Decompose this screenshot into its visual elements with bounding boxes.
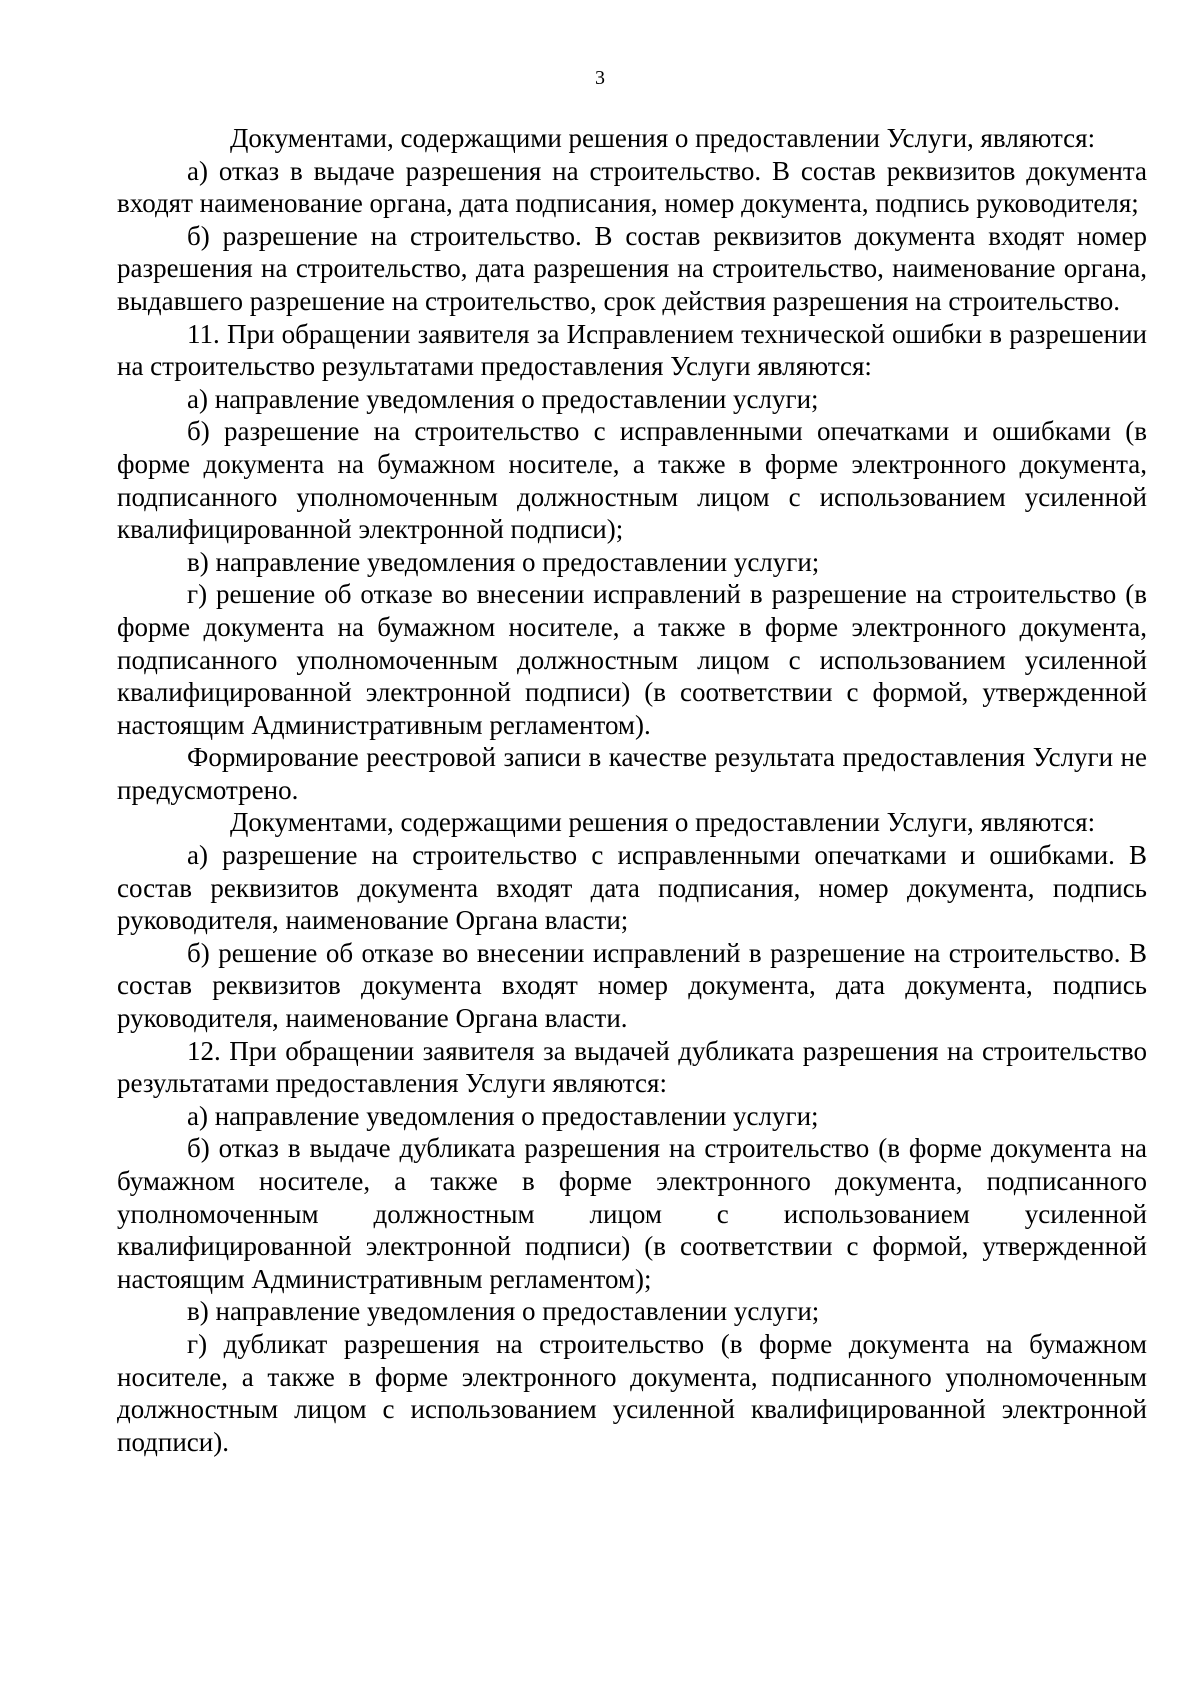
document-body	[117, 122, 1147, 1458]
paragraph: 12. При обращении заявителя за выдачей дубликата разрешения на строительство результатами предоставления Услуги являются:	[117, 1035, 1147, 1099]
paragraph: г) решение об отказе во внесении исправлений в разрешение на строительство (в форме документа на бумажном носителе, а также в форме электронного документа, подписанного уполномоченным должностным лицом с использованием усиленной квалифицированной электронной подписи) (в соответствии с формой, утвержденной настоящим Административным регламентом).	[117, 579, 1147, 740]
paragraph: в) направление уведомления о предоставлении услуги;	[187, 546, 820, 577]
paragraph: а) направление уведомления о предоставлении услуги;	[187, 383, 819, 414]
paragraph: а) направление уведомления о предоставлении услуги;	[187, 1100, 819, 1131]
paragraph: а) разрешение на строительство с исправленными опечатками и ошибками. В состав реквизитов документа входят дата подписания, номер документа, подпись руководителя, наименование Органа власти;	[117, 840, 1147, 936]
paragraph: Документами, содержащими решения о предоставлении Услуги, являются:	[230, 123, 1096, 153]
paragraph: а) отказ в выдаче разрешения на строительство. В состав реквизитов документа входят наименование органа, дата подписания, номер документа, подпись руководителя;	[117, 155, 1147, 219]
page-number: 3	[595, 67, 605, 89]
paragraph: Формирование реестровой записи в качестве результата предоставления Услуги не предусмотрено.	[117, 742, 1147, 805]
paragraph: б) отказ в выдаче дубликата разрешения на строительство (в форме документа на бумажном носителе, а также в форме электронного документа, подписанного уполномоченным должностным лицом с использованием усиленной квалифицированной электронной подписи) (в соответствии с формой, утвержденной настоящим Административным регламентом);	[117, 1133, 1147, 1294]
paragraph: Документами, содержащими решения о предоставлении Услуги, являются:	[230, 807, 1096, 838]
paragraph: 11. При обращении заявителя за Исправлением технической ошибки в разрешении на строительство результатами предоставления Услуги являются:	[117, 318, 1147, 382]
paragraph: г) дубликат разрешения на строительство (в форме документа на бумажном носителе, а также в форме электронного документа, подписанного уполномоченным должностным лицом с использованием усиленной квалифицированной электронной подписи).	[117, 1328, 1147, 1457]
paragraph: б) разрешение на строительство с исправленными опечатками и ошибками (в форме документа на бумажном носителе, а также в форме электронного документа, подписанного уполномоченным должностным лицом с использованием усиленной квалифицированной электронной подписи);	[117, 416, 1147, 545]
paragraph: б) решение об отказе во внесении исправлений в разрешение на строительство. В состав реквизитов документа входят номер документа, дата документа, подпись руководителя, наименование Органа власти.	[117, 937, 1147, 1034]
paragraph: б) разрешение на строительство. В состав реквизитов документа входят номер разрешения на строительство, дата разрешения на строительство, наименование органа, выдавшего разрешение на строительство, срок действия разрешения на строительство.	[117, 220, 1147, 316]
paragraph: в) направление уведомления о предоставлении услуги;	[187, 1296, 820, 1327]
